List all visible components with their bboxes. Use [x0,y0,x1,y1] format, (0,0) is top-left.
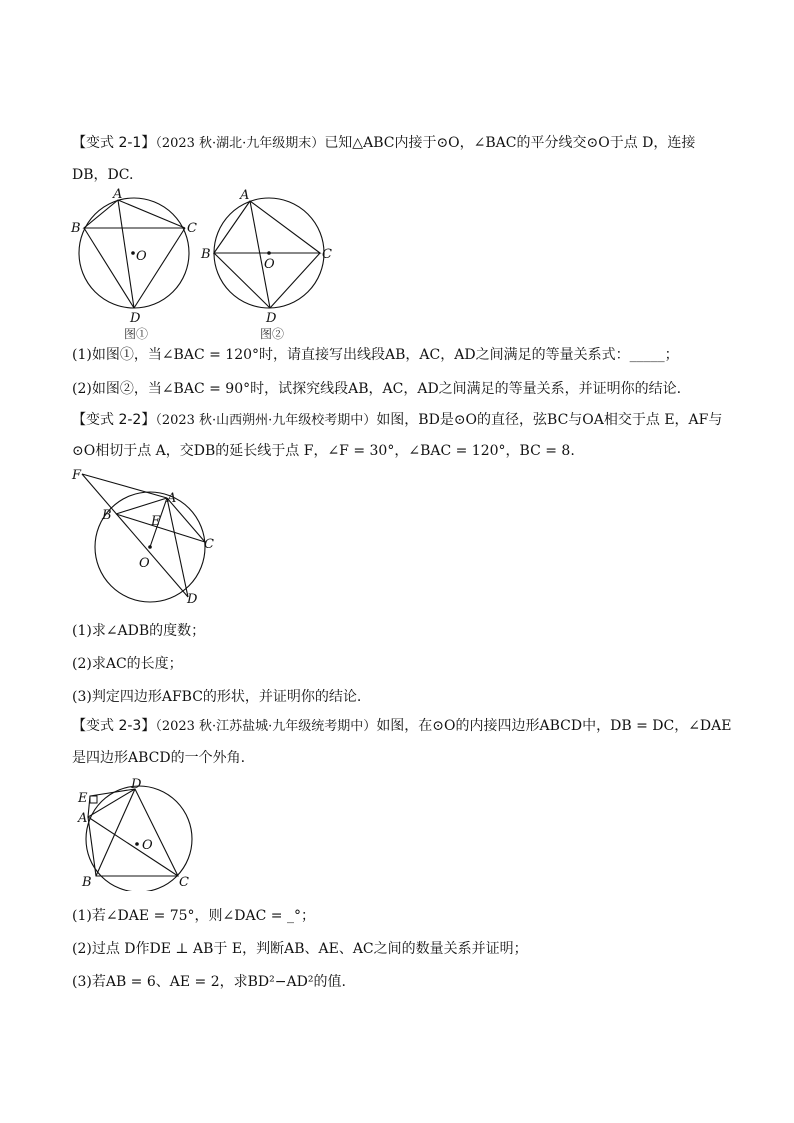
segment-db [96,789,135,876]
problem3-header [72,717,731,736]
label-o: O [264,257,275,272]
label-b: B [82,875,92,890]
problem2-question3: (3)判定四边形AFBC的形状，并证明你的结论. [72,689,362,705]
segment-ea [88,796,90,817]
problem3-question1: (1)若∠DAE = 75°，则∠DAC = _°； [72,908,315,924]
label-b: B [102,508,112,523]
figure2-caption: 图② [260,327,285,341]
problem2-statement-line2: ⊙O相切于点 A，交DB的延长线于点 F，∠F = 30°，∠BAC = 120°，BC = 8. [72,443,575,459]
label-o: O [136,249,147,264]
label-c: C [322,247,332,262]
label-c: C [179,875,189,890]
label-d: D [187,592,198,607]
problem3-figure [66,776,206,891]
problem3-question2: (2)过点 D作DE ⊥ AB于 E，判断AB、AE、AC之间的数量关系并证明； [72,941,528,957]
problem2-tag: 【变式 2-2】 [72,412,156,428]
problem1-tag: 【变式 2-1】 [72,135,156,151]
figure1-caption: 图① [124,327,149,341]
segment-ba [116,498,167,514]
problem1-header [72,134,695,153]
problem1-source: （2023 秋·湖北·九年级期末） [155,136,325,151]
problem2-header [72,411,722,430]
segment-cd [134,228,185,308]
label-b: B [201,247,211,262]
problem1-question1: (1)如图①，当∠BAC = 120°时，请直接写出线段AB，AC，AD之间满足的等量关系式：_____； [72,347,679,363]
problem3-source: （2023 秋·江苏盐城·九年级统考期中） [155,719,377,734]
problem1-statement-line2: DB，DC. [72,167,134,183]
label-c: C [204,537,214,552]
problem3-question3: (3)若AB = 6、AE = 2，求BD²−AD²的值. [72,974,346,990]
center-o-dot [131,251,135,255]
problem2-question1: (1)求∠ADB的度数； [72,623,206,639]
problem1-statement-line1: 已知△ABC内接于⊙O，∠BAC的平分线交⊙O于点 D，连接 [324,135,696,151]
label-d: D [130,311,141,326]
label-f: F [72,468,82,483]
triangle-abc [84,200,185,228]
problem2-question2: (2)求AC的长度； [72,656,183,672]
problem3-statement-line2: 是四边形ABCD的一个外角. [72,750,246,766]
right-angle-mark [90,796,97,803]
segment-fa [82,474,167,498]
center-o-dot [135,842,139,846]
center-o-dot [148,545,152,549]
problem1-figure2 [200,186,340,341]
label-o: O [139,556,150,571]
label-e: E [151,514,161,529]
segment-ac [88,817,178,876]
label-a: A [78,811,88,826]
segment-bd [84,228,134,308]
label-e: E [78,791,88,806]
problem1-figure1 [66,186,206,341]
problem3-statement-line1: 如图，在⊙O的内接四边形ABCD中，DB = DC，∠DAE [376,718,732,734]
label-a: A [167,491,177,506]
segment-ad [167,498,188,597]
label-a: A [240,188,250,203]
problem2-source: （2023 秋·山西朔州·九年级校考期中） [155,413,377,428]
segment-cd [270,253,320,308]
problem1-question2: (2)如图②，当∠BAC = 90°时，试探究线段AB，AC，AD之间满足的等量关系，并证明你的结论. [72,381,682,397]
label-b: B [71,221,81,236]
label-d: D [131,777,142,792]
triangle-abc [214,201,320,253]
problem2-figure [66,462,226,607]
label-d: D [266,311,277,326]
center-o-dot [267,251,271,255]
label-o: O [142,838,153,853]
label-c: C [187,221,197,236]
label-a: A [113,187,123,202]
problem3-tag: 【变式 2-3】 [72,718,156,734]
problem2-statement-line1: 如图，BD是⊙O的直径，弦BC与OA相交于点 E，AF与 [376,412,723,428]
